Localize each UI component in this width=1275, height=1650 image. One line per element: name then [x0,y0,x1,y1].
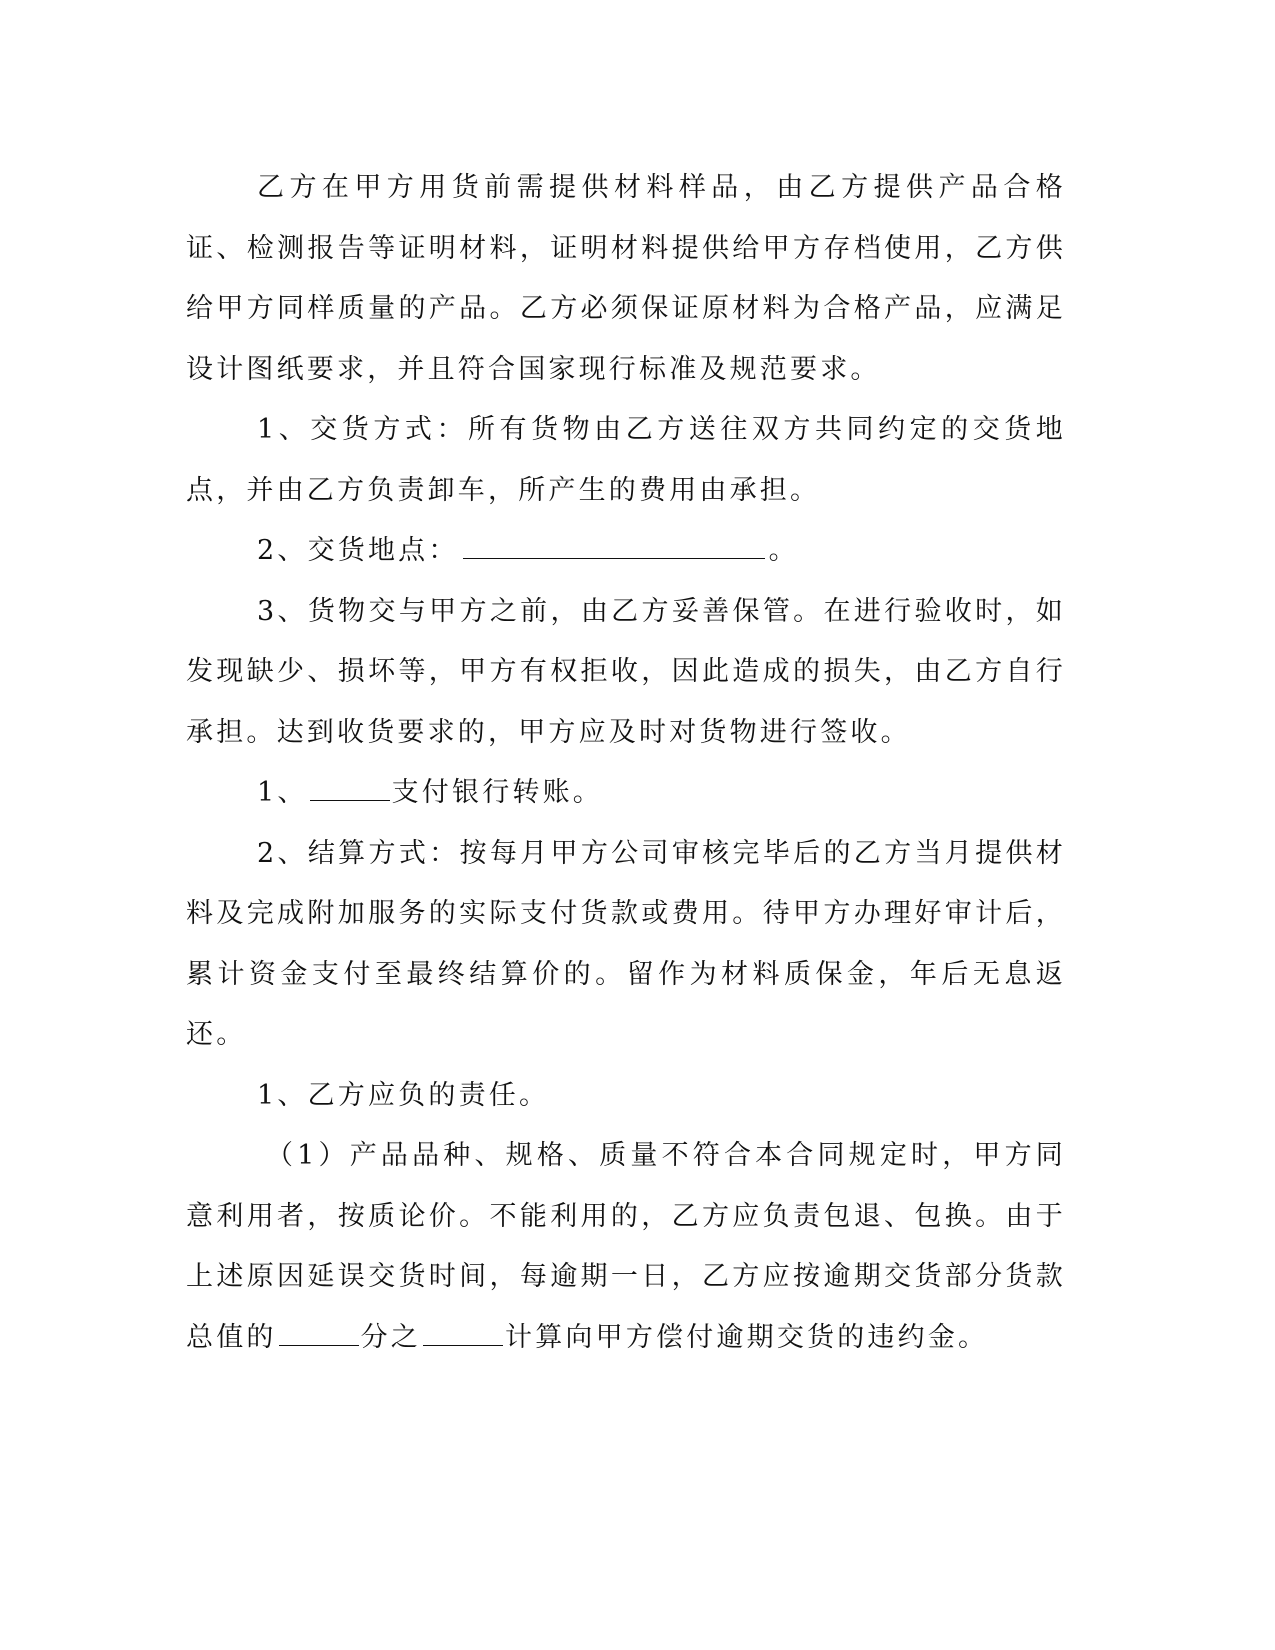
fill-in-blank [423,1323,503,1346]
paragraph-quality-penalty [186,1126,1066,1368]
paragraph-goods-custody [186,582,1066,764]
fill-in-blank [463,536,765,559]
paragraph-text: 计算向甲方偿付逾期交货的违约金。 [505,1321,989,1353]
paragraph-text: 2、结算方式：按每月甲方公司审核完毕后的乙方当月提供材料及完成附加服务的实际支付货款或费用。待甲方办理好审计后，累计资金支付至最终结算价的。留作为材料质保金，年后无息返还。 [186,837,1066,1050]
paragraph-text: 。 [768,535,799,566]
fill-in-blank [310,778,390,801]
paragraph-text: 1、 [257,777,308,808]
paragraph-text: 1、交货方式：所有货物由乙方送往双方共同约定的交货地点，并由乙方负责卸车，所产生的费用由承担。 [186,414,1066,506]
paragraph-party-b-responsibility [186,1066,1066,1127]
fill-in-blank [279,1323,359,1346]
paragraph-text: 分之 [360,1321,422,1353]
paragraph-settlement-method [186,824,1066,1066]
paragraph-text: （1）产品品种、规格、质量不符合本合同规定时，甲方同意利用者，按质论价。不能利用的，乙方应负责包退、包换。由于上述原因延误交货时间，每逾期一日，乙方应按逾期交货部分货款总值的 [186,1140,1066,1353]
paragraph-payment-method [186,763,1066,824]
paragraph-text: 3、货物交与甲方之前，由乙方妥善保管。在进行验收时，如发现缺少、损坏等，甲方有权拒收，因此造成的损失，由乙方自行承担。达到收货要求的，甲方应及时对货物进行签收。 [186,595,1066,748]
document-body [186,158,1066,1368]
paragraph-text: 2、交货地点： [257,535,459,566]
paragraph-delivery-method [186,400,1066,521]
paragraph-delivery-location [186,521,1066,582]
paragraph-sample-requirements [186,158,1066,400]
paragraph-text: 1、乙方应负的责任。 [257,1079,550,1111]
paragraph-text: 支付银行转账。 [391,777,603,808]
paragraph-text: 乙方在甲方用货前需提供材料样品，由乙方提供产品合格证、检测报告等证明材料，证明材料提供给甲方存档使用，乙方供给甲方同样质量的产品。乙方必须保证原材料为合格产品，应满足设计图纸要求，并且符合国家现行标准及规范要求。 [186,172,1066,385]
